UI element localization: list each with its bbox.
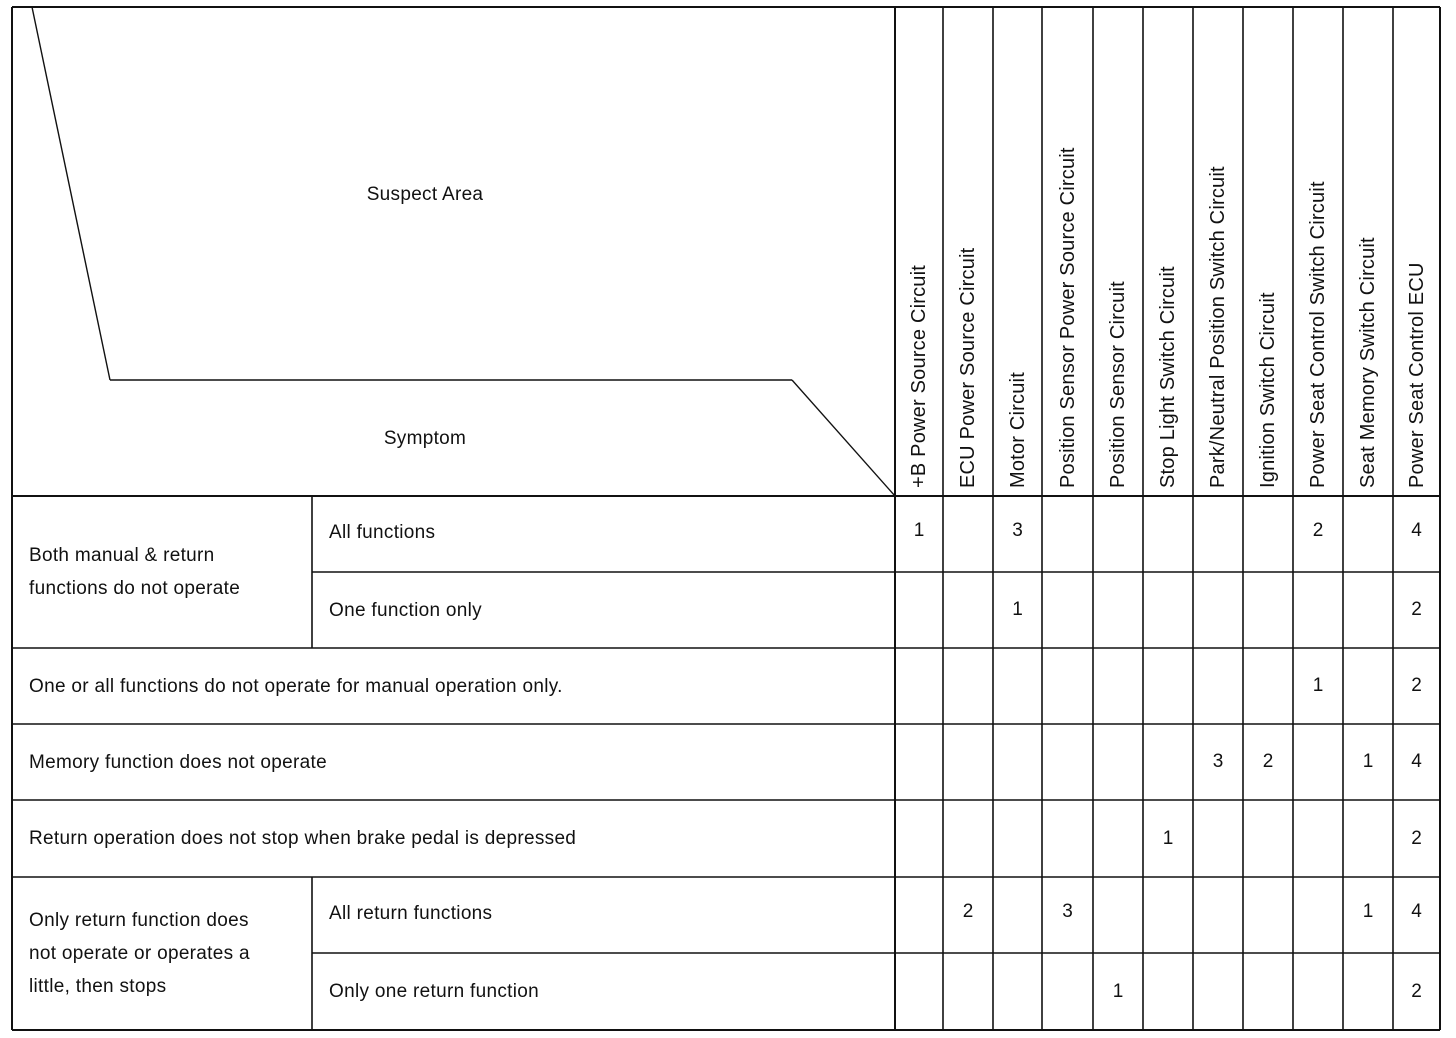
- column-header-3: Position Sensor Power Source Circuit: [1056, 147, 1079, 488]
- column-header-8: Power Seat Control Switch Circuit: [1307, 181, 1329, 488]
- priority-value: 2: [1411, 599, 1422, 620]
- symptom-label: All return functions: [329, 902, 493, 924]
- group-label-both-functions: Both manual & return functions do not operate: [29, 545, 241, 599]
- group-label-return-function: Only return function does not operate or operates a little, then stops: [29, 910, 250, 997]
- priority-value: 4: [1411, 751, 1422, 772]
- priority-value: 1: [913, 520, 925, 541]
- priority-value: 1: [1162, 827, 1174, 849]
- column-header-5: Stop Light Switch Circuit: [1157, 266, 1179, 488]
- priority-value: 3: [1012, 520, 1023, 541]
- priority-value: 1: [1012, 599, 1023, 620]
- column-header-0: +B Power Source Circuit: [908, 264, 930, 488]
- column-header-2: Motor Circuit: [1006, 372, 1029, 488]
- column-header-9: Seat Memory Switch Circuit: [1357, 237, 1379, 488]
- symptom-label: One or all functions do not operate for manual operation only.: [29, 675, 563, 697]
- header-diagonal-left: [32, 7, 110, 380]
- symptom-header: Symptom: [383, 427, 467, 449]
- symptom-label: Only one return function: [329, 981, 539, 1002]
- priority-value: 4: [1411, 520, 1422, 541]
- priority-value: 2: [1411, 675, 1422, 696]
- priority-value: 2: [1312, 520, 1324, 541]
- header-diagonal-right: [792, 380, 895, 496]
- priority-value: 2: [1411, 980, 1422, 1002]
- priority-value: 2: [1411, 827, 1422, 849]
- priority-value: 1: [1362, 751, 1374, 772]
- priority-value: 1: [1112, 980, 1124, 1002]
- priority-value: 2: [962, 901, 974, 922]
- column-header-4: Position Sensor Circuit: [1107, 281, 1129, 488]
- priority-value: 2: [1262, 751, 1274, 772]
- symptom-label: Return operation does not stop when brake pedal is depressed: [29, 828, 577, 849]
- symptom-label: All functions: [329, 521, 436, 543]
- symptom-label: Memory function does not operate: [29, 751, 327, 773]
- symptom-label: One function only: [329, 599, 482, 621]
- suspect-area-header: Suspect Area: [366, 183, 484, 205]
- column-header-10: Power Seat Control ECU: [1405, 262, 1428, 488]
- priority-value: 3: [1062, 901, 1073, 922]
- priority-value: 3: [1212, 751, 1224, 772]
- priority-value: 1: [1312, 675, 1324, 696]
- priority-value: 4: [1411, 901, 1422, 922]
- priority-value: 1: [1362, 901, 1374, 922]
- column-header-1: ECU Power Source Circuit: [957, 247, 979, 488]
- column-header-6: Park/Neutral Position Switch Circuit: [1207, 166, 1229, 488]
- column-header-7: Ignition Switch Circuit: [1257, 292, 1279, 488]
